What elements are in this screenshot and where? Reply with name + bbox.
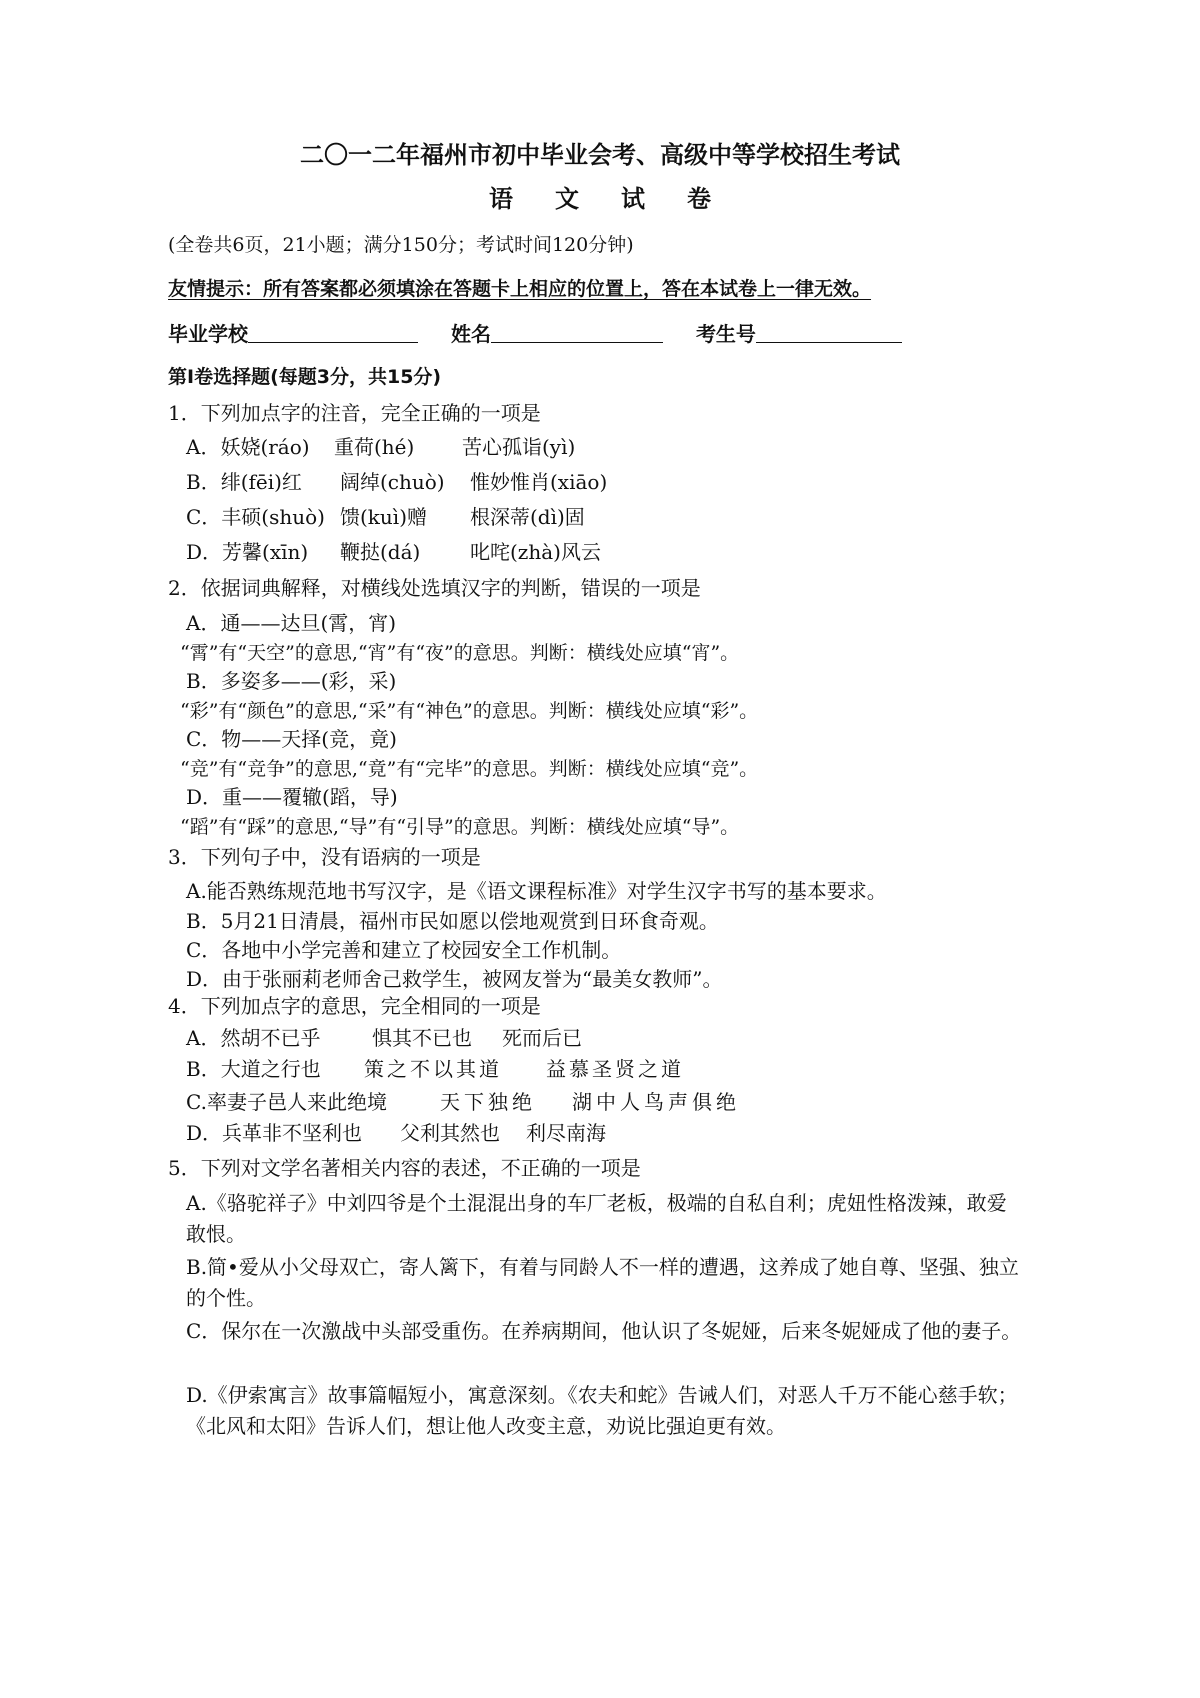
q1-option-a (186, 434, 575, 460)
q3-stem: 3．下列句子中，没有语病的一项是 (168, 845, 481, 869)
q4-stem: 4．下列加点字的意思，完全相同的一项是 (168, 994, 541, 1018)
q4-b-part2: 策之不以其道 (364, 1057, 502, 1081)
q2-stem: 2．依据词典解释，对横线处选填汉字的判断，错误的一项是 (168, 576, 701, 600)
q1-stem: 1．下列加点字的注音，完全正确的一项是 (168, 401, 541, 425)
q4-b-part3: 益慕圣贤之道 (546, 1057, 684, 1081)
friendly-notice: 友情提示：所有答案都必须填涂在答题卡上相应的位置上，答在本试卷上一律无效。 (168, 278, 872, 300)
q3-option-d: D．由于张丽莉老师舍己救学生，被网友誉为“最美女教师”。 (186, 967, 723, 991)
q1-a-part2: 重荷(hé) (334, 435, 415, 459)
q4-option-d (186, 1120, 606, 1146)
q2-option-c: C．物——天择(竞，竟) (186, 727, 397, 751)
exam-title: 二〇一二年福州市初中毕业会考、高级中等学校招生考试 (300, 140, 900, 169)
q1-c-part2: 馈(kuì)赠 (340, 505, 428, 529)
q3-option-b: B．5月21日清晨，福州市民如愿以偿地观赏到日环食奇观。 (186, 909, 719, 933)
q2-option-b: B．多姿多——(彩，采) (186, 669, 397, 693)
q4-c-part1: C.率妻子邑人来此绝境 (186, 1090, 387, 1114)
q1-a-part3: 苦心孤诣(yì) (462, 435, 576, 459)
q5-option-d: D.《伊索寓言》故事篇幅短小，寓意深刻。《农夫和蛇》告诫人们，对恶人千万不能心慈手软；《北风和太阳》告诉人们，想让他人改变主意，劝说比强迫更有效。 (186, 1383, 1018, 1438)
q1-b-part1: B．绯(fēi)红 (186, 470, 302, 494)
q4-b-part1: B．大道之行也 (186, 1057, 321, 1081)
q1-d-part2: 鞭挞(dá) (340, 540, 421, 564)
school-blank[interactable] (248, 320, 418, 343)
q2-option-d: D．重——覆辙(蹈，导) (186, 785, 398, 809)
q1-d-part3: 叱咤(zhà)风云 (470, 540, 601, 564)
q1-c-part1: C．丰硕(shuò) (186, 505, 325, 529)
q4-option-a (186, 1025, 582, 1051)
q4-d-part1: D．兵革非不坚利也 (186, 1121, 363, 1145)
q2-option-b-note: “彩”有“颜色”的意思,“采”有“神色”的意思。判断：横线处应填“彩”。 (180, 700, 759, 722)
q4-a-part1: A．然胡不已乎 (186, 1026, 321, 1050)
q2-option-a-note: “霄”有“天空”的意思,“宵”有“夜”的意思。判断：横线处应填“宵”。 (180, 642, 740, 664)
q4-option-c (186, 1089, 740, 1115)
exam-info: (全卷共6页，21小题；满分150分；考试时间120分钟) (168, 234, 634, 256)
q2-option-c-note: “竞”有“竞争”的意思,“竟”有“完毕”的意思。判断：横线处应填“竞”。 (180, 758, 759, 780)
section-heading: 第Ⅰ卷选择题(每题3分，共15分) (168, 366, 442, 388)
q2-option-a: A．通——达旦(霄，宵) (186, 611, 397, 635)
q4-a-part3: 死而后已 (502, 1026, 582, 1050)
q5-option-c: C．保尔在一次激战中头部受重伤。在养病期间，他认识了冬妮娅，后来冬妮娅成了他的妻子。 (186, 1319, 1022, 1343)
q5-option-b: B.简•爱从小父母双亡，寄人篱下，有着与同龄人不一样的遭遇，这养成了她自尊、坚强、独立的个性。 (186, 1255, 1019, 1310)
q1-a-part1: A．妖娆(ráo) (186, 435, 310, 459)
q1-c-part3: 根深蒂(dì)固 (470, 505, 585, 529)
q1-b-part3: 惟妙惟肖(xiāo) (470, 470, 608, 494)
q5-stem: 5．下列对文学名著相关内容的表述，不正确的一项是 (168, 1156, 641, 1180)
q5-option-a: A.《骆驼祥子》中刘四爷是个土混混出身的车厂老板，极端的自私自利；虎妞性格泼辣，敢爱敢恨。 (186, 1191, 1007, 1246)
student-info-fields (168, 320, 928, 347)
field-label-name: 姓名 (450, 322, 491, 346)
q4-c-part3: 湖中人鸟声俱绝 (572, 1090, 740, 1114)
q1-b-part2: 阔绰(chuò) (340, 470, 445, 494)
q4-a-part2: 惧其不已也 (372, 1026, 472, 1050)
q1-option-d (186, 539, 601, 565)
q1-option-b (186, 469, 607, 495)
id-blank[interactable] (756, 320, 902, 343)
q3-option-a: A.能否熟练规范地书写汉字，是《语文课程标准》对学生汉字书写的基本要求。 (186, 879, 887, 903)
q3-option-c: C．各地中小学完善和建立了校园安全工作机制。 (186, 938, 622, 962)
q4-d-part2: 父利其然也 (400, 1121, 500, 1145)
field-label-school: 毕业学校 (168, 322, 248, 346)
name-blank[interactable] (491, 320, 663, 343)
q4-option-b (186, 1056, 684, 1082)
q4-c-part2: 天下独绝 (440, 1090, 536, 1114)
q4-d-part3: 利尽南海 (526, 1121, 606, 1145)
field-label-id: 考生号 (695, 322, 756, 346)
exam-subtitle: 语文试卷 (489, 184, 753, 213)
q1-option-c (186, 504, 585, 530)
q1-d-part1: D．芳馨(xīn) (186, 540, 309, 564)
q2-option-d-note: “蹈”有“踩”的意思,“导”有“引导”的意思。判断：横线处应填“导”。 (180, 816, 740, 838)
